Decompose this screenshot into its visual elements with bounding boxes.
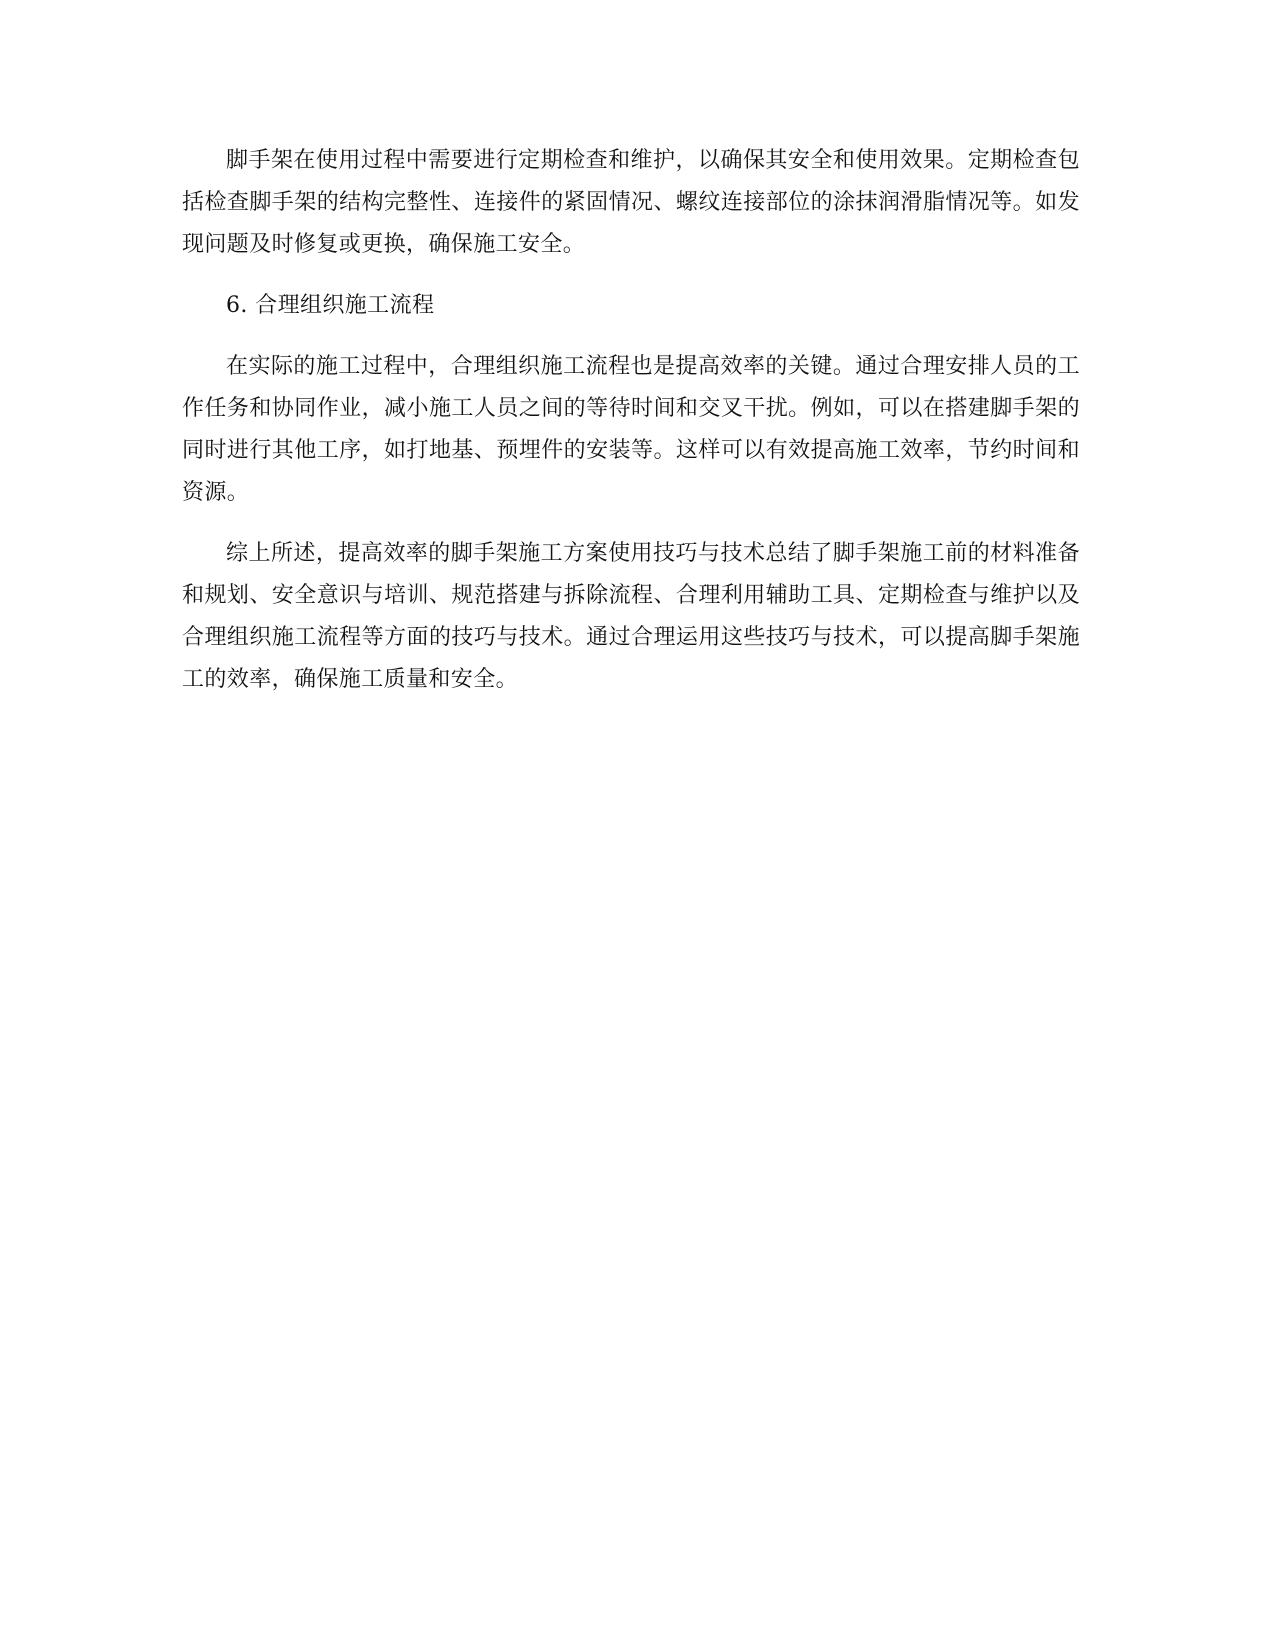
paragraph-inspection-maintenance: 脚手架在使用过程中需要进行定期检查和维护，以确保其安全和使用效果。定期检查包括检查脚手架的结构完整性、连接件的紧固情况、螺纹连接部位的涂抹润滑脂情况等。如发现问题及时修复或更换，确保施工安全。 [182, 148, 1080, 257]
document-body [182, 140, 1080, 720]
paragraph-summary: 综上所述，提高效率的脚手架施工方案使用技巧与技术总结了脚手架施工前的材料准备和规划、安全意识与培训、规范搭建与拆除流程、合理利用辅助工具、定期检查与维护以及合理组织施工流程等方面的技巧与技术。通过合理运用这些技巧与技术，可以提高脚手架施工的效率，确保施工质量和安全。 [182, 541, 1080, 692]
paragraph-organize-workflow: 在实际的施工过程中，合理组织施工流程也是提高效率的关键。通过合理安排人员的工作任务和协同作业，减小施工人员之间的等待时间和交叉干扰。例如，可以在搭建脚手架的同时进行其他工序，如打地基、预埋件的安装等。这样可以有效提高施工效率，节约时间和资源。 [182, 354, 1080, 505]
section-heading: 6. 合理组织施工流程 [226, 293, 435, 318]
